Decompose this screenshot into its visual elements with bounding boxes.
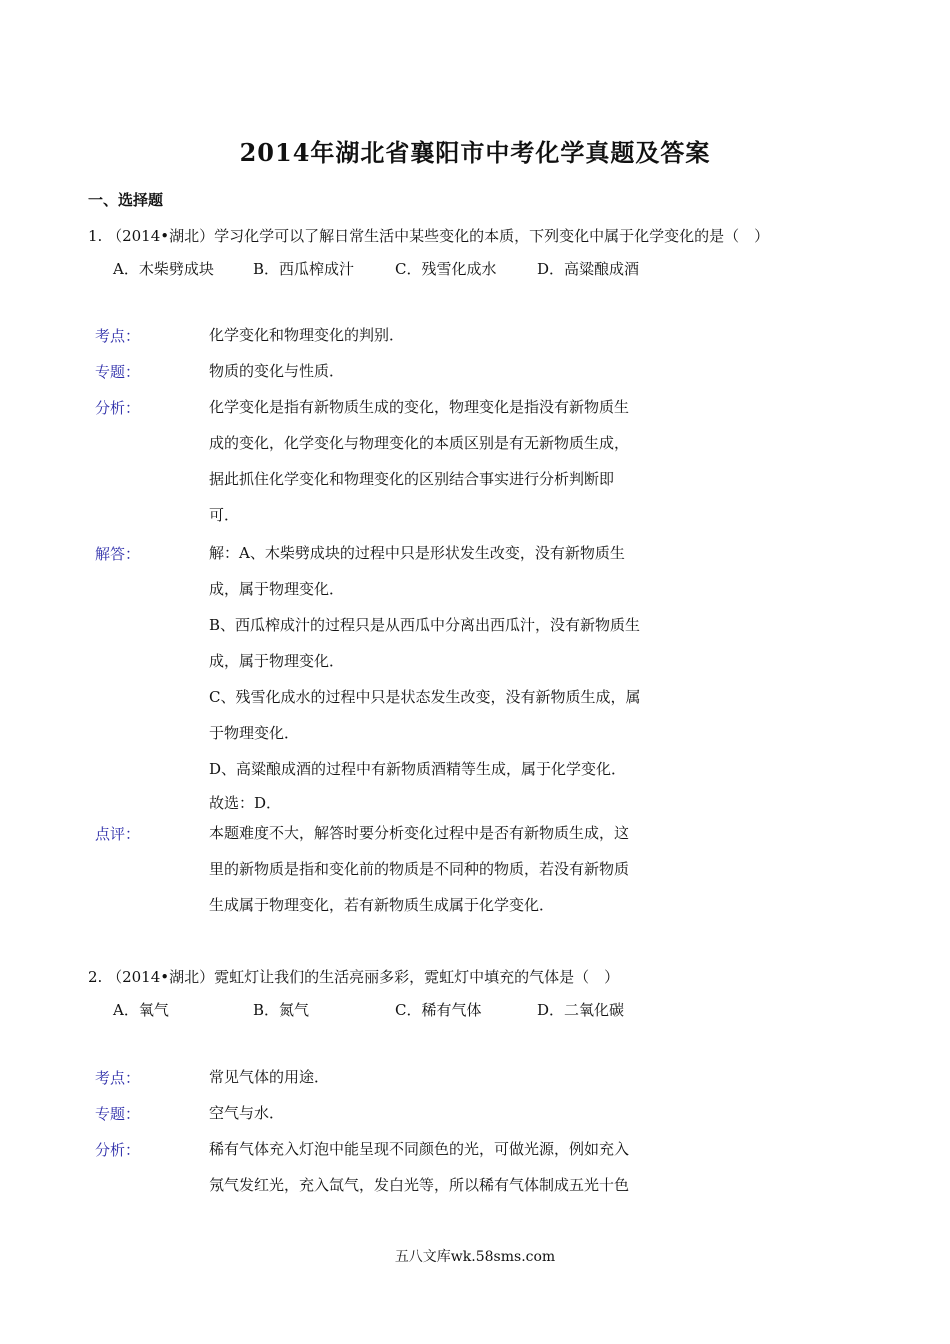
q2-fenxi-label: 分析： xyxy=(95,1141,141,1159)
section-heading: 一、选择题 xyxy=(88,191,164,209)
question-2-option-d: D．二氧化碳 xyxy=(537,1001,625,1019)
q1-dianping-line: 本题难度不大，解答时要分析变化过程中是否有新物质生成，这 xyxy=(209,824,630,842)
q1-fenxi-line: 成的变化，化学变化与物理变化的本质区别是有无新物质生成， xyxy=(209,434,630,452)
q2-zhuanti-text: 空气与水． xyxy=(209,1104,285,1122)
q2-kaodian-label: 考点： xyxy=(95,1069,141,1087)
q2-kaodian-text: 常见气体的用途． xyxy=(209,1068,330,1086)
question-1-stem: 1. （2014•湖北）学习化学可以了解日常生活中某些变化的本质，下列变化中属于化学变化的是（ ） xyxy=(88,227,770,245)
q1-jieda-line: C、残雪化成水的过程中只是状态发生改变，没有新物质生成，属 xyxy=(209,688,641,706)
q2-fenxi-line: 氖气发红光，充入氙气，发白光等，所以稀有气体制成五光十色 xyxy=(209,1176,630,1194)
q1-dianping-line: 生成属于物理变化，若有新物质生成属于化学变化． xyxy=(209,896,555,914)
q1-fenxi-line: 化学变化是指有新物质生成的变化，物理变化是指没有新物质生 xyxy=(209,398,630,416)
q1-zhuanti-text: 物质的变化与性质． xyxy=(209,362,345,380)
q2-zhuanti-label: 专题： xyxy=(95,1105,141,1123)
q2-fenxi-line: 稀有气体充入灯泡中能呈现不同颜色的光，可做光源，例如充入 xyxy=(209,1140,630,1158)
q1-zhuanti-label: 专题： xyxy=(95,363,141,381)
question-2-option-c: C．稀有气体 xyxy=(395,1001,482,1019)
q1-jieda-line: 故选：D． xyxy=(209,794,282,812)
question-1-option-d: D．高粱酿成酒 xyxy=(537,260,640,278)
q1-dianping-line: 里的新物质是指和变化前的物质是不同种的物质，若没有新物质 xyxy=(209,860,630,878)
q1-jieda-line: B、西瓜榨成汁的过程只是从西瓜中分离出西瓜汁，没有新物质生 xyxy=(209,616,641,634)
q1-jieda-line: 成，属于物理变化． xyxy=(209,652,345,670)
question-1-option-b: B．西瓜榨成汁 xyxy=(253,260,355,278)
q1-kaodian-label: 考点： xyxy=(95,327,141,345)
q1-dianping-label: 点评： xyxy=(95,825,141,843)
page-title: 2014年湖北省襄阳市中考化学真题及答案 xyxy=(239,138,711,167)
question-2-stem: 2. （2014•湖北）霓虹灯让我们的生活亮丽多彩，霓虹灯中填充的气体是（ ） xyxy=(88,968,620,986)
q1-jieda-line: 于物理变化． xyxy=(209,724,300,742)
q1-jieda-line: 成，属于物理变化． xyxy=(209,580,345,598)
question-1-option-a: A．木柴劈成块 xyxy=(113,260,214,278)
q1-fenxi-line: 可． xyxy=(209,506,240,524)
q1-kaodian-text: 化学变化和物理变化的判别． xyxy=(209,326,405,344)
q1-jieda-line: 解：A、木柴劈成块的过程中只是形状发生改变，没有新物质生 xyxy=(209,544,625,562)
question-2-option-b: B．氮气 xyxy=(253,1001,310,1019)
q1-jieda-line: D、高粱酿成酒的过程中有新物质酒精等生成，属于化学变化． xyxy=(209,760,627,778)
question-1-option-c: C．残雪化成水 xyxy=(395,260,497,278)
q1-fenxi-label: 分析： xyxy=(95,399,141,417)
question-2-option-a: A．氧气 xyxy=(113,1001,169,1019)
q1-fenxi-line: 据此抓住化学变化和物理变化的区别结合事实进行分析判断即 xyxy=(209,470,615,488)
footer-watermark: 五八文库wk.58sms.com xyxy=(394,1249,556,1265)
q1-jieda-label: 解答： xyxy=(95,545,141,563)
